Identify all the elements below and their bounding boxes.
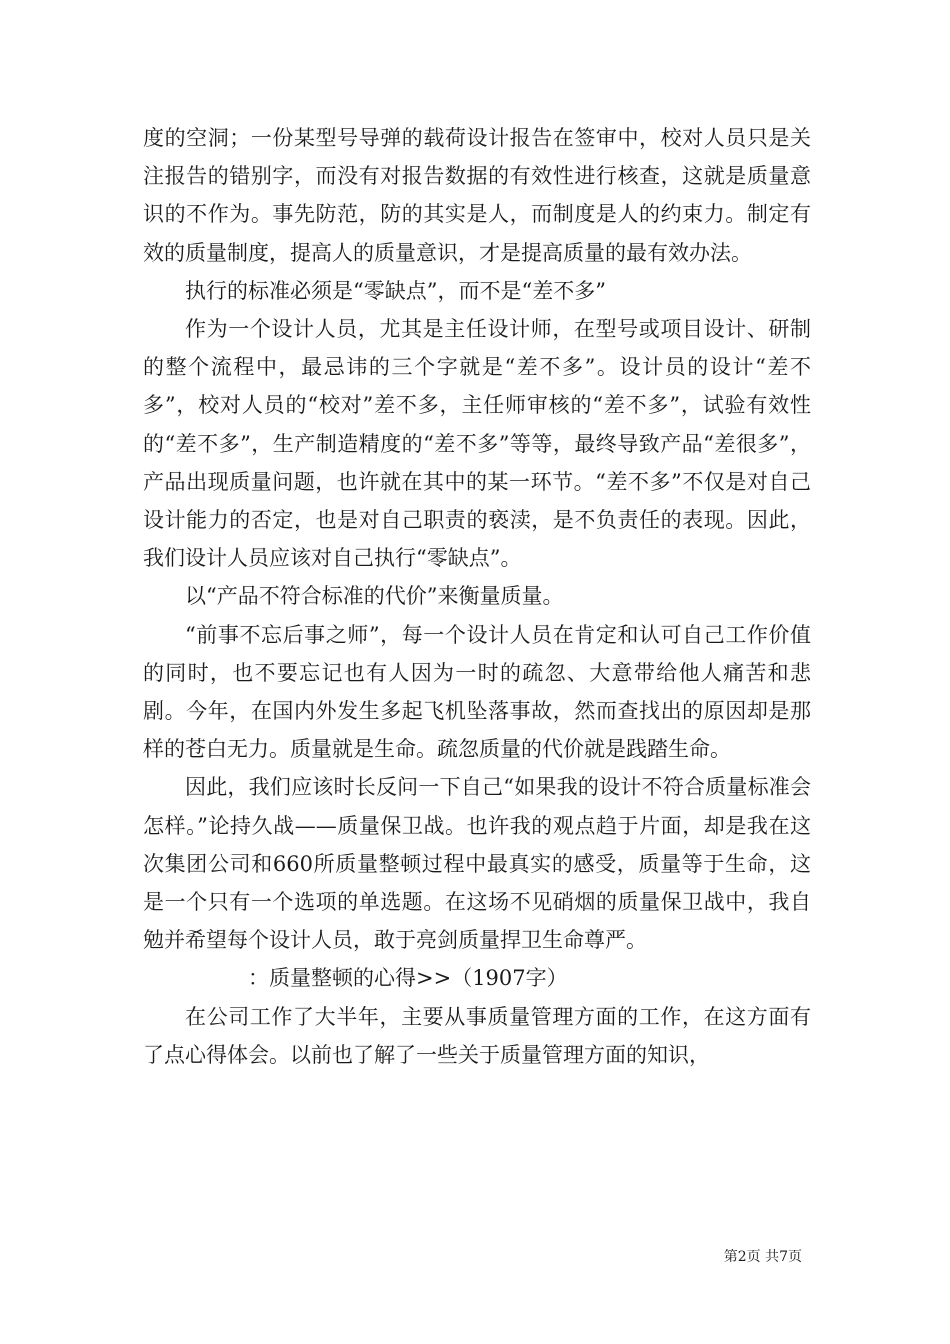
paragraph-3: 作为一个设计人员，尤其是主任设计师，在型号或项目设计、研制的整个流程中，最忌讳的三个字就是“差不多”。设计员的设计“差不多”，校对人员的“校对”差不多，主任师审核的“差不多”，试验有效性的“差不多”，生产制造精度的“差不多”等等，最终导致产品“差很多”，产品出现质量问题，也许就在其中的某一环节。“差不多”不仅是对自己设计能力的否定，也是对自己职责的亵渎，是不负责任的表现。因此，我们设计人员应该对自己执行“零缺点”。: [143, 317, 811, 571]
paragraph-heading-cost: 以“产品不符合标准的代价”来衡量质量。: [185, 584, 564, 609]
paragraph-heading-zero-defect: 执行的标准必须是“零缺点”，而不是“差不多”: [185, 278, 606, 303]
page-number-footer: 第2页 共7页: [723, 1249, 802, 1265]
paragraph-1: 度的空洞；一份某型号导弹的载荷设计报告在签审中，校对人员只是关注报告的错别字，而没有对报告数据的有效性进行核查，这就是质量意识的不作为。事先防范，防的其实是人，而制度是人的约束力。制定有效的质量制度，提高人的质量意识，才是提高质量的最有效办法。: [143, 126, 811, 265]
section-subheading: ：质量整顿的心得>>（1907字）: [248, 966, 568, 991]
paragraph-5: “前事不忘后事之师”，每一个设计人员在肯定和认可自己工作价值的同时，也不要忘记也有人因为一时的疏忽、大意带给他人痛苦和悲剧。今年，在国内外发生多起飞机坠落事故，然而查找出的原因却是那样的苍白无力。质量就是生命。疏忽质量的代价就是践踏生命。: [143, 622, 811, 762]
paragraph-8: 在公司工作了大半年，主要从事质量管理方面的工作，在这方面有了点心得体会。以前也了解了一些关于质量管理方面的知识，: [143, 1004, 811, 1067]
document-body: [143, 119, 811, 1074]
paragraph-6: 因此，我们应该时长反问一下自己“如果我的设计不符合质量标准会怎样。”论持久战——质量保卫战。也许我的观点趋于片面，却是我在这次集团公司和660所质量整顿过程中最真实的感受，质量等于生命，这是一个只有一个选项的单选题。在这场不见硝烟的质量保卫战中，我自勉并希望每个设计人员，敢于亮剑质量捍卫生命尊严。: [143, 775, 811, 953]
